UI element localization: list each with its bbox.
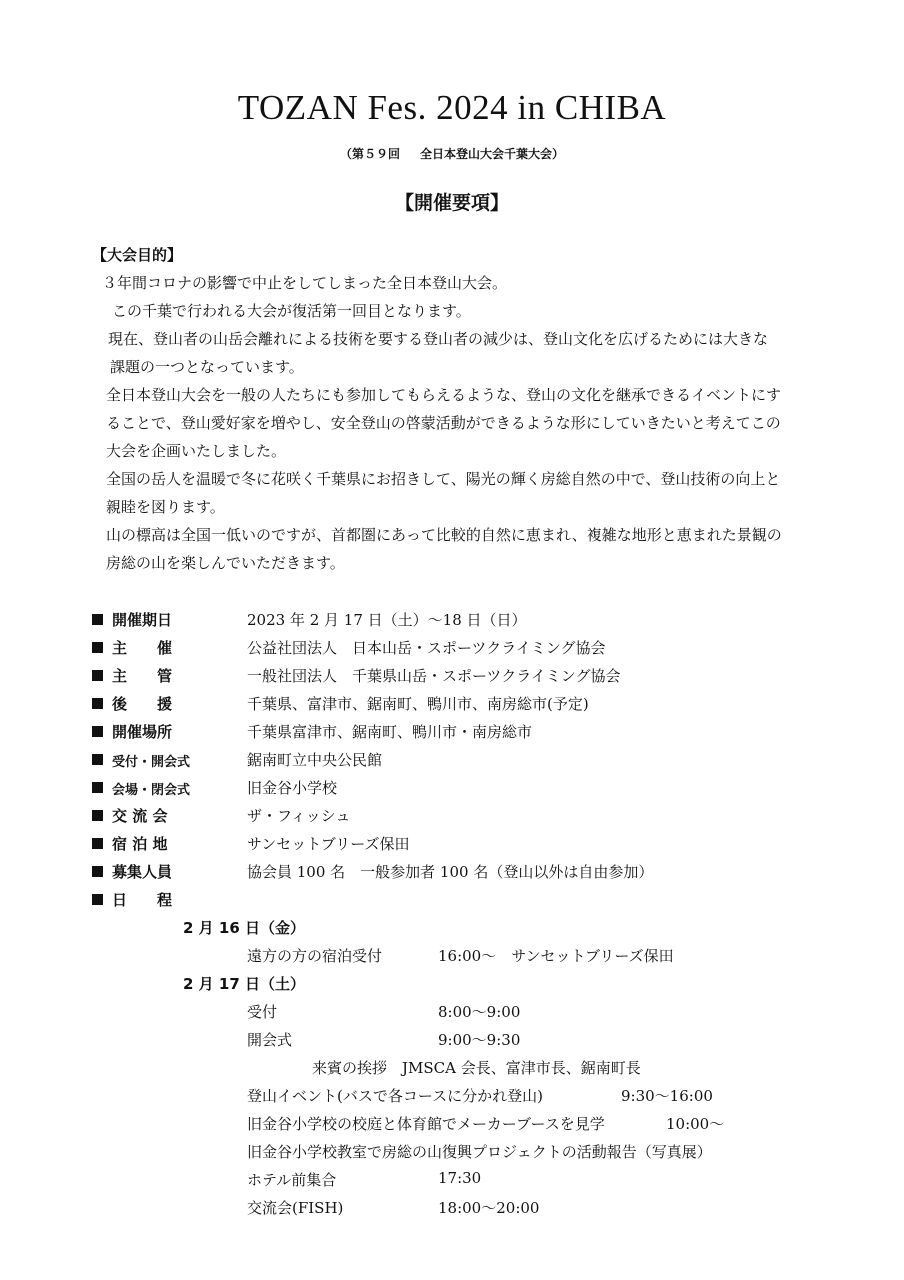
bullet-square bbox=[92, 866, 103, 877]
purpose-line: 山の標高は全国一低いのですが、首都圏にあって比較的自然に恵まれ、複雑な地形と恵まれた景観の bbox=[106, 526, 782, 544]
info-value: 旧金谷小学校 bbox=[247, 779, 338, 797]
info-label: 開催期日 bbox=[112, 611, 173, 629]
bullet-square bbox=[92, 670, 103, 681]
purpose-line: 大会を企画いたしました。 bbox=[106, 442, 287, 460]
info-label: 後 援 bbox=[112, 695, 173, 713]
purpose-line: この千葉で行われる大会が復活第一回目となります。 bbox=[112, 302, 471, 320]
bullet-square bbox=[92, 894, 103, 905]
schedule-item-time: 18:00〜20:00 bbox=[438, 1199, 540, 1217]
bullet-square bbox=[92, 726, 103, 737]
schedule-date: 2 月 17 日（土） bbox=[183, 975, 305, 993]
schedule-item-name: 受付 bbox=[247, 1003, 278, 1021]
info-label: 宿 泊 地 bbox=[112, 835, 168, 853]
purpose-line: 全国の岳人を温暖で冬に花咲く千葉県にお招きして、陽光の輝く房総自然の中で、登山技術の向上と bbox=[106, 470, 781, 488]
bullet-square bbox=[92, 614, 103, 625]
schedule-item-name: 来賓の挨拶 JMSCA 会長、富津市長、鋸南町長 bbox=[312, 1059, 641, 1077]
subtitle-event: 全日本登山大会千葉大会） bbox=[420, 147, 565, 161]
subtitle-edition: （第５９回 bbox=[339, 147, 400, 161]
schedule-item-time: 9:00〜9:30 bbox=[438, 1031, 521, 1049]
info-label: 受付・開会式 bbox=[112, 755, 191, 770]
schedule-item-name: ホテル前集合 bbox=[247, 1171, 337, 1189]
schedule-item-name: 旧金谷小学校の校庭と体育館でメーカーブースを見学 bbox=[247, 1115, 605, 1133]
bullet-square bbox=[92, 810, 103, 821]
purpose-line: 房総の山を楽しんでいただきます。 bbox=[106, 554, 345, 572]
schedule-item-name: 旧金谷小学校教室で房総の山復興プロジェクトの活動報告（写真展） bbox=[247, 1143, 712, 1161]
document-title: TOZAN Fes. 2024 in CHIBA bbox=[237, 88, 667, 127]
bullet-square bbox=[92, 782, 103, 793]
schedule-item-name: 遠方の方の宿泊受付 bbox=[247, 947, 383, 965]
purpose-line: 課題の一つとなっています。 bbox=[110, 358, 304, 376]
info-label: 日 程 bbox=[112, 891, 173, 909]
schedule-item-time: 9:30〜16:00 bbox=[621, 1087, 713, 1105]
schedule-item-time: 10:00〜 bbox=[666, 1115, 725, 1133]
info-value: ザ・フィッシュ bbox=[247, 807, 351, 825]
bullet-square bbox=[92, 642, 103, 653]
info-label: 会場・閉会式 bbox=[112, 783, 191, 798]
schedule-item-name: 交流会(FISH) bbox=[247, 1199, 344, 1217]
info-label: 主 管 bbox=[112, 667, 173, 685]
info-value: 千葉県、富津市、鋸南町、鴨川市、南房総市(予定) bbox=[247, 695, 589, 713]
info-value: サンセットブリーズ保田 bbox=[247, 835, 410, 853]
info-value: 協会員 100 名 一般参加者 100 名（登山以外は自由参加） bbox=[247, 863, 654, 881]
document-subtitle bbox=[0, 145, 904, 162]
info-value: 一般社団法人 千葉県山岳・スポーツクライミング協会 bbox=[247, 667, 621, 685]
info-label: 募集人員 bbox=[112, 863, 173, 881]
bullet-square bbox=[92, 838, 103, 849]
purpose-line: 現在、登山者の山岳会離れによる技術を要する登山者の減少は、登山文化を広げるためには大きな bbox=[108, 330, 769, 348]
info-label: 主 催 bbox=[112, 639, 173, 657]
info-value: 2023 年 2 月 17 日（土）〜18 日（日） bbox=[247, 611, 527, 629]
schedule-item-name: 登山イベント(バスで各コースに分かれ登山) bbox=[247, 1087, 543, 1105]
purpose-line: 親睦を図ります。 bbox=[106, 498, 225, 516]
purpose-heading: 【大会目的】 bbox=[92, 246, 183, 264]
schedule-date: 2 月 16 日（金） bbox=[183, 919, 305, 937]
section-heading: 【開催要項】 bbox=[394, 192, 509, 214]
schedule-item-name: 開会式 bbox=[247, 1031, 293, 1049]
info-value: 鋸南町立中央公民館 bbox=[247, 751, 383, 769]
purpose-line: 全日本登山大会を一般の人たちにも参加してもらえるような、登山の文化を継承できるイベントにす bbox=[106, 386, 782, 404]
bullet-square bbox=[92, 698, 103, 709]
schedule-item-time: 17:30 bbox=[438, 1169, 482, 1187]
info-label: 開催場所 bbox=[112, 723, 173, 741]
info-value: 公益社団法人 日本山岳・スポーツクライミング協会 bbox=[247, 639, 606, 657]
bullet-square bbox=[92, 754, 103, 765]
info-value: 千葉県富津市、鋸南町、鴨川市・南房総市 bbox=[247, 723, 533, 741]
info-label: 交 流 会 bbox=[112, 807, 168, 825]
purpose-line: ることで、登山愛好家を増やし、安全登山の啓蒙活動ができるような形にしていきたいと考えてこの bbox=[106, 414, 781, 432]
schedule-item-time: 8:00〜9:00 bbox=[438, 1003, 521, 1021]
purpose-line: ３年間コロナの影響で中止をしてしまった全日本登山大会。 bbox=[102, 274, 508, 292]
schedule-item-time: 16:00〜 サンセットブリーズ保田 bbox=[438, 947, 674, 965]
